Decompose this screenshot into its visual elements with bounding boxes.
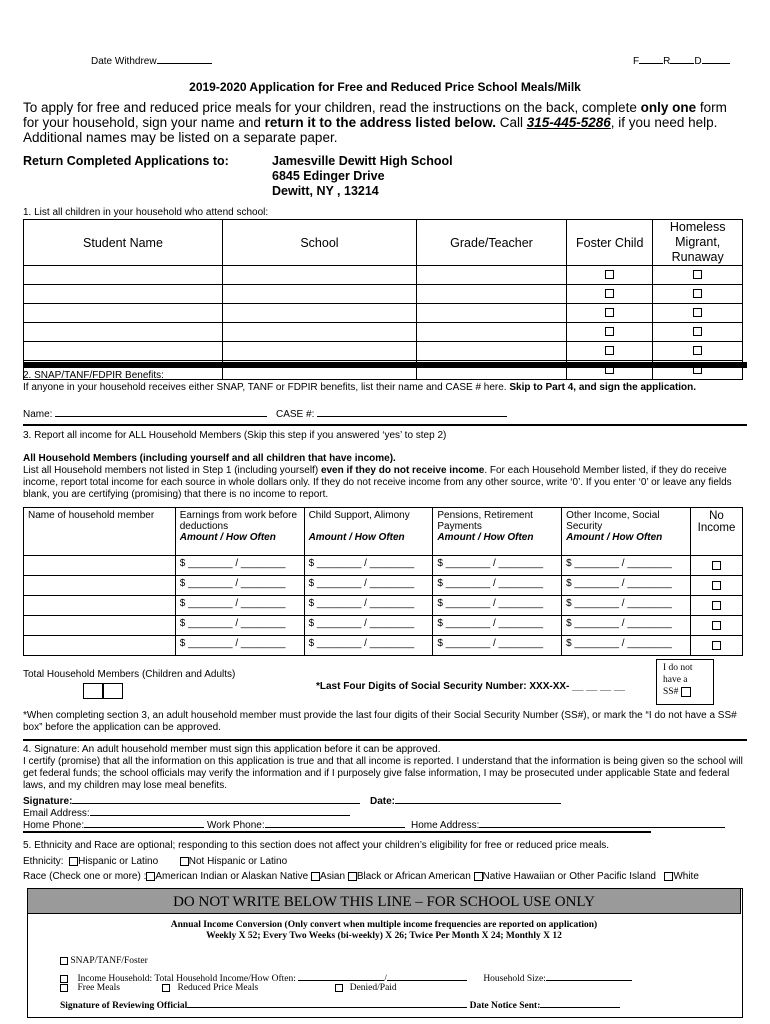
- col-no-income: No Income: [690, 508, 742, 556]
- grade-cell[interactable]: [416, 323, 566, 342]
- pensions-cell[interactable]: $ ________ / ________: [433, 636, 562, 656]
- total-members-box-1[interactable]: [83, 683, 103, 699]
- other-income-cell[interactable]: $ ________ / ________: [562, 576, 691, 596]
- col-foster-child: Foster Child: [567, 220, 653, 266]
- table-row: [24, 342, 743, 361]
- col-student-name: Student Name: [24, 220, 223, 266]
- date-input[interactable]: [395, 792, 561, 804]
- ethnicity-row: Ethnicity: Hispanic or Latino Not Hispanic or Latino: [23, 856, 288, 867]
- student-name-cell[interactable]: [24, 285, 223, 304]
- other-income-cell[interactable]: $ ________ / ________: [562, 556, 691, 576]
- snap-case-field: CASE #:: [276, 405, 507, 420]
- foster-checkbox[interactable]: [605, 270, 614, 279]
- income-table: [23, 507, 743, 656]
- step1-label: 1. List all children in your household who attend school:: [23, 207, 269, 218]
- school-cell[interactable]: [222, 342, 416, 361]
- ssn-label: *Last Four Digits of Social Security Number: XXX-XX- __ __ __ __: [316, 681, 625, 692]
- pensions-cell[interactable]: $ ________ / ________: [433, 556, 562, 576]
- school-cell[interactable]: [222, 323, 416, 342]
- col-household-member: Name of household member: [24, 508, 176, 556]
- foster-checkbox[interactable]: [605, 308, 614, 317]
- homeless-checkbox[interactable]: [693, 327, 702, 336]
- signature-input[interactable]: [72, 792, 360, 804]
- no-income-checkbox[interactable]: [712, 581, 721, 590]
- no-income-checkbox[interactable]: [712, 561, 721, 570]
- snap-name-input[interactable]: [55, 405, 267, 417]
- table-row: [24, 323, 743, 342]
- date-withdrew: Date Withdrew: [91, 52, 212, 67]
- no-ssn-box: I do not have a SS#: [656, 659, 714, 705]
- col-other-income: Other Income, Social Security Amount / How Often: [562, 508, 691, 556]
- homeless-checkbox[interactable]: [693, 308, 702, 317]
- table-row: [24, 596, 743, 616]
- school-cell[interactable]: [222, 304, 416, 323]
- school-cell[interactable]: [222, 266, 416, 285]
- no-income-checkbox[interactable]: [712, 641, 721, 650]
- child-support-cell[interactable]: $ ________ / ________: [304, 616, 433, 636]
- white-checkbox[interactable]: [664, 872, 673, 881]
- earnings-cell[interactable]: $ ________ / ________: [175, 636, 304, 656]
- earnings-cell[interactable]: $ ________ / ________: [175, 576, 304, 596]
- grade-cell[interactable]: [416, 342, 566, 361]
- foster-checkbox[interactable]: [605, 327, 614, 336]
- household-size-input[interactable]: [546, 969, 632, 981]
- snap-name-field: Name:: [23, 405, 267, 420]
- return-address: Jamesville Dewitt High School 6845 Edinger Drive Dewitt, NY , 13214: [272, 154, 453, 198]
- member-name-cell[interactable]: [24, 636, 176, 656]
- official-row: Signature of Reviewing Official Date Notice Sent:: [60, 996, 620, 1011]
- homeless-checkbox[interactable]: [693, 346, 702, 355]
- hispanic-checkbox[interactable]: [69, 857, 78, 866]
- other-income-cell[interactable]: $ ________ / ________: [562, 636, 691, 656]
- snap-case-input[interactable]: [317, 405, 507, 417]
- child-support-cell[interactable]: $ ________ / ________: [304, 556, 433, 576]
- other-income-cell[interactable]: $ ________ / ________: [562, 616, 691, 636]
- foster-checkbox[interactable]: [605, 346, 614, 355]
- divider: [23, 739, 747, 741]
- home-phone-input[interactable]: [84, 816, 204, 828]
- income-household-row: Income Household: Total Household Income/How Often: / Household Size:: [60, 969, 632, 984]
- home-address-input[interactable]: [479, 816, 725, 828]
- member-name-cell[interactable]: [24, 576, 176, 596]
- income-household-checkbox[interactable]: [60, 975, 68, 983]
- income-amount-input[interactable]: [298, 969, 384, 981]
- step5-heading: 5. Ethnicity and Race are optional; responding to this section does not affect your children’s eligibility for free or reduced price meals.: [23, 840, 610, 851]
- work-phone-input[interactable]: [265, 816, 405, 828]
- step2-text: 2. SNAP/TANF/FDPIR Benefits: If anyone in your household receives either SNAP, TANF or FDPIR benefits, list their name and CASE # here. Skip to Part 4, and sign the application.: [23, 370, 697, 393]
- pensions-cell[interactable]: $ ________ / ________: [433, 616, 562, 636]
- intro-text: To apply for free and reduced price meals for your children, read the instructions on the back, complete only one form for your household, sign your name and return it to the address listed below. Call 315-445-5286, if you need help. Additional names may be listed on a separate paper.: [23, 100, 727, 145]
- denied-checkbox[interactable]: [335, 984, 343, 992]
- snap-office-row: SNAP/TANF/Foster: [60, 956, 148, 966]
- child-support-cell[interactable]: $ ________ / ________: [304, 596, 433, 616]
- race-row: Race (Check one or more) : American Indian or Alaskan Native Asian Black or African American Native Hawaiian or Other Pacific Island White: [23, 871, 699, 882]
- table-row: [24, 304, 743, 323]
- reduced-meals-checkbox[interactable]: [162, 984, 170, 992]
- income-conversion: Annual Income Conversion (Only convert when multiple income frequencies are reported on application) Weekly X 52; Every Two Weeks (bi-weekly) X 26; Twice Per Month X 24; Monthly X 12: [170, 920, 598, 941]
- member-name-cell[interactable]: [24, 616, 176, 636]
- d-blank[interactable]: [702, 52, 730, 64]
- col-child-support: Child Support, Alimony Amount / How Often: [304, 508, 433, 556]
- homeless-checkbox[interactable]: [693, 289, 702, 298]
- email-input[interactable]: [90, 804, 350, 816]
- table-row: [24, 576, 743, 596]
- return-to-label: Return Completed Applications to:: [23, 154, 229, 168]
- step3-instructions: All Household Members (including yourself and all children that have income). List all Household members not listed in Step 1 (including yourself) even if they do not receive income. For each Household Member listed, if they do receive income, report total income for each source in whole dollars only. If they do not receive income from any other source, write ‘0’. If you enter ‘0’ or leave any fields blank, you are certifying (promising) that there is no income to report.: [23, 453, 732, 500]
- date-notice-input[interactable]: [540, 996, 620, 1008]
- help-phone: 315-445-5286: [526, 115, 611, 130]
- member-name-cell[interactable]: [24, 556, 176, 576]
- work-phone-field: Work Phone:: [207, 816, 405, 831]
- col-pensions: Pensions, Retirement Payments Amount / How Often: [433, 508, 562, 556]
- divider: [23, 831, 651, 833]
- black-checkbox[interactable]: [348, 872, 357, 881]
- frd-codes: F R D: [633, 52, 730, 67]
- official-signature-input[interactable]: [187, 996, 467, 1008]
- step3-heading: 3. Report all income for ALL Household Members (Skip this step if you answered ‘yes’ to step 2): [23, 430, 447, 441]
- signature-field: Signature:: [23, 792, 360, 807]
- earnings-cell[interactable]: $ ________ / ________: [175, 596, 304, 616]
- student-name-cell[interactable]: [24, 304, 223, 323]
- email-field: Email Address:: [23, 804, 350, 819]
- student-name-cell[interactable]: [24, 323, 223, 342]
- no-income-checkbox[interactable]: [712, 621, 721, 630]
- children-table: [23, 219, 743, 380]
- f-blank[interactable]: [639, 52, 663, 64]
- table-row: [24, 285, 743, 304]
- foster-checkbox[interactable]: [605, 289, 614, 298]
- home-phone-field: Home Phone:: [23, 816, 204, 831]
- grade-cell[interactable]: [416, 285, 566, 304]
- col-homeless: Homeless Migrant, Runaway: [653, 220, 743, 266]
- no-income-checkbox[interactable]: [712, 601, 721, 610]
- earnings-cell[interactable]: $ ________ / ________: [175, 616, 304, 636]
- date-withdrew-blank[interactable]: [157, 52, 212, 64]
- student-name-cell[interactable]: [24, 266, 223, 285]
- member-name-cell[interactable]: [24, 596, 176, 616]
- asian-checkbox[interactable]: [311, 872, 320, 881]
- table-row: [24, 616, 743, 636]
- not-hispanic-checkbox[interactable]: [180, 857, 189, 866]
- step4-text: 4. Signature: An adult household member must sign this application before it can be approved. I certify (promise) that all the information on this application is true and that all income is reported. I understand that the information is being given so the school will get federal funds; the school officials may verify the information and if I purposely give false information, I may be prosecuted under applicable State and federal laws, and my children may lose meal benefits.: [23, 744, 743, 791]
- date-field: Date:: [370, 792, 561, 807]
- child-support-cell[interactable]: $ ________ / ________: [304, 576, 433, 596]
- child-support-cell[interactable]: $ ________ / ________: [304, 636, 433, 656]
- native-hawaiian-checkbox[interactable]: [474, 872, 483, 881]
- grade-cell[interactable]: [416, 304, 566, 323]
- earnings-cell[interactable]: $ ________ / ________: [175, 556, 304, 576]
- r-blank[interactable]: [670, 52, 694, 64]
- page-title: 2019-2020 Application for Free and Reduced Price School Meals/Milk: [189, 80, 581, 94]
- student-name-cell[interactable]: [24, 342, 223, 361]
- total-members-label: Total Household Members (Children and Adults): [23, 669, 236, 680]
- divider: [23, 424, 747, 426]
- determination-row: Free Meals Reduced Price Meals Denied/Paid: [60, 983, 397, 993]
- office-banner: DO NOT WRITE BELOW THIS LINE – FOR SCHOOL USE ONLY: [27, 888, 741, 914]
- table-row: [24, 636, 743, 656]
- grade-cell[interactable]: [416, 266, 566, 285]
- snap-office-checkbox[interactable]: [60, 957, 68, 965]
- col-earnings: Earnings from work before deductions Amount / How Often: [175, 508, 304, 556]
- pensions-cell[interactable]: $ ________ / ________: [433, 576, 562, 596]
- table-row: [24, 556, 743, 576]
- table-row: [24, 266, 743, 285]
- total-members-box-2[interactable]: [103, 683, 123, 699]
- homeless-checkbox[interactable]: [693, 270, 702, 279]
- home-address-field: Home Address:: [411, 816, 725, 831]
- col-school: School: [222, 220, 416, 266]
- ssn-note: *When completing section 3, an adult household member must provide the last four digits of their Social Security Number (SS#), or mark the “I do not have a SS# box” before the application can be approved.: [23, 710, 737, 733]
- col-grade-teacher: Grade/Teacher: [416, 220, 566, 266]
- pensions-cell[interactable]: $ ________ / ________: [433, 596, 562, 616]
- section-divider-thick: [23, 362, 747, 368]
- other-income-cell[interactable]: $ ________ / ________: [562, 596, 691, 616]
- school-cell[interactable]: [222, 285, 416, 304]
- no-ssn-checkbox[interactable]: [681, 687, 691, 697]
- free-meals-checkbox[interactable]: [60, 984, 68, 992]
- income-frequency-input[interactable]: [387, 969, 467, 981]
